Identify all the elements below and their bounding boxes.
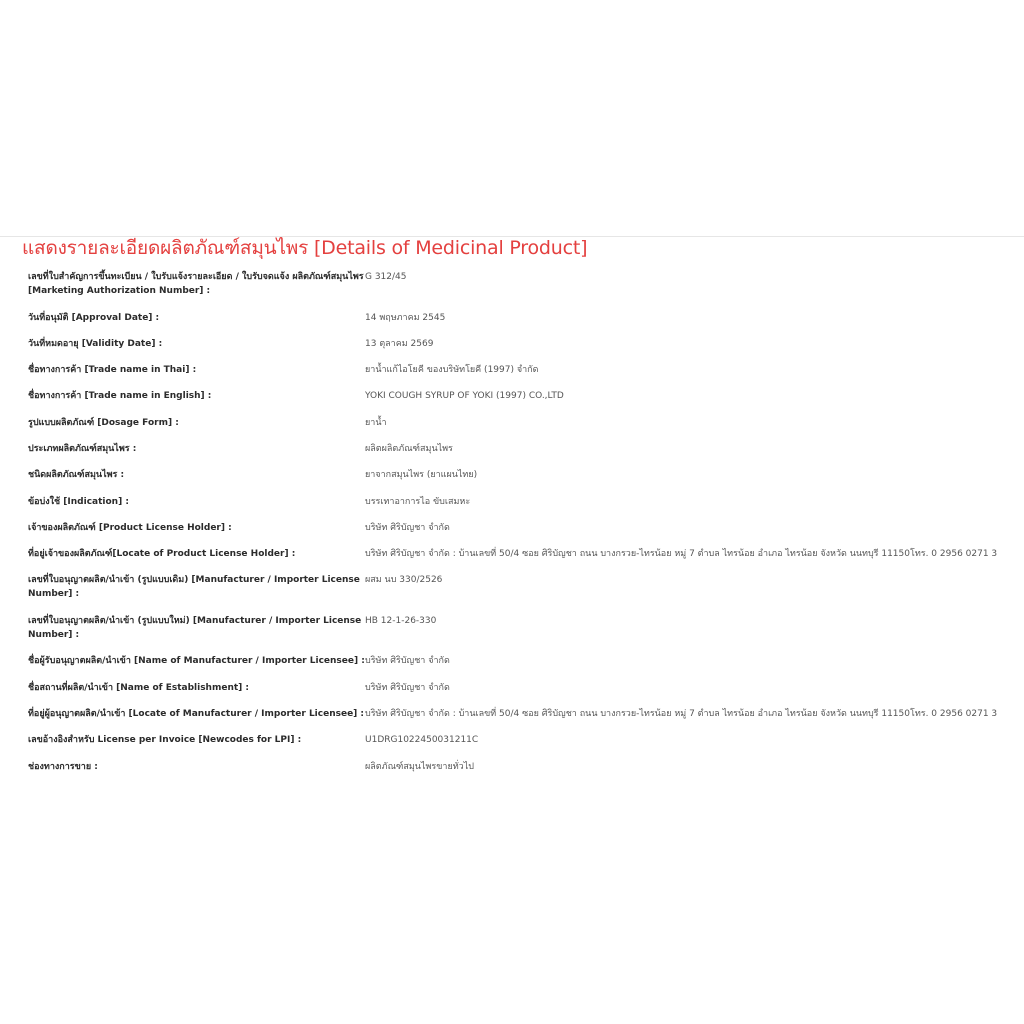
detail-row-sales-channel (22, 755, 1024, 781)
detail-label: วันที่หมดอายุ [Validity Date] : (28, 338, 163, 349)
detail-value: บริษัท ศิริบัญชา จำกัด : บ้านเลขที่ 50/4 ซอย ศิริบัญชา ถนน บางกรวย-ไทรน้อย หมู่ 7 ตำบล ไทรน้อย อำเภอ ไทรน้อย จังหวัด นนทบุรี 11150โทร. 0 2956 0271 3 (365, 709, 998, 720)
detail-label: เลขที่ใบอนุญาตผลิต/นำเข้า (รูปแบบเดิม) [Manufacturer / Importer License Number] : (28, 575, 360, 600)
detail-label: เลขอ้างอิงสำหรับ License per Invoice [Newcodes for LPI] : (28, 735, 302, 746)
detail-row-license-number-new (22, 609, 1024, 650)
detail-label: วันที่อนุมัติ [Approval Date] : (28, 312, 160, 323)
detail-value: ยาน้ำ (365, 417, 387, 428)
detail-value: บริษัท ศิริบัญชา จำกัด (365, 682, 450, 693)
product-details-panel (0, 236, 1024, 791)
detail-value: HB 12-1-26-330 (365, 615, 437, 626)
detail-row-product-license-holder (22, 516, 1024, 542)
detail-value: ผลิตภัณฑ์สมุนไพรขายทั่วไป (365, 761, 474, 772)
detail-value: ผลิตผลิตภัณฑ์สมุนไพร (365, 443, 453, 454)
detail-row-validity-date (22, 332, 1024, 358)
detail-label: ช่องทางการขาย : (28, 761, 98, 772)
detail-row-lpi-code (22, 728, 1024, 754)
detail-row-trade-name-english (22, 384, 1024, 410)
detail-row-license-holder-address (22, 542, 1024, 568)
detail-row-indication (22, 490, 1024, 516)
top-blank-area (0, 0, 1024, 236)
detail-label: ที่อยู่เจ้าของผลิตภัณฑ์[Locate of Product License Holder] : (28, 549, 296, 560)
detail-label: เจ้าของผลิตภัณฑ์ [Product License Holder] : (28, 522, 232, 533)
cut-off-row (22, 781, 1024, 789)
detail-value: U1DRG1022450031211C (365, 735, 479, 746)
detail-value: 13 ตุลาคม 2569 (365, 338, 434, 349)
detail-value: บริษัท ศิริบัญชา จำกัด : บ้านเลขที่ 50/4 ซอย ศิริบัญชา ถนน บางกรวย-ไทรน้อย หมู่ 7 ตำบล ไทรน้อย อำเภอ ไทรน้อย จังหวัด นนทบุรี 11150โทร. 0 2956 0271 3 (365, 549, 998, 560)
detail-row-licensee-name (22, 649, 1024, 675)
detail-label: ชนิดผลิตภัณฑ์สมุนไพร : (28, 470, 125, 481)
detail-label: เลขที่ใบสำคัญการขึ้นทะเบียน / ใบรับแจ้งรายละเอียด / ใบรับจดแจ้ง ผลิตภัณฑ์สมุนไพร [Marketing Authorization Number] : (28, 272, 364, 296)
detail-row-dosage-form (22, 411, 1024, 437)
detail-value: บริษัท ศิริบัญชา จำกัด (365, 656, 450, 667)
detail-row-establishment-name (22, 676, 1024, 702)
detail-value: 14 พฤษภาคม 2545 (365, 312, 446, 323)
detail-row-trade-name-thai (22, 358, 1024, 384)
detail-row-product-category (22, 437, 1024, 463)
detail-row-product-type (22, 463, 1024, 489)
detail-value: ยาจากสมุนไพร (ยาแผนไทย) (365, 470, 478, 481)
page-title: แสดงรายละเอียดผลิตภัณฑ์สมุนไพร [Details of Medicinal Product] (22, 237, 588, 259)
detail-value: ยาน้ำแก้ไอโยคี ของบริษัทโยคี (1997) จำกัด (365, 365, 539, 376)
detail-label: ที่อยู่ผู้อนุญาตผลิต/นำเข้า [Locate of Manufacturer / Importer Licensee] : (28, 709, 365, 720)
detail-label: ประเภทผลิตภัณฑ์สมุนไพร : (28, 443, 137, 454)
detail-label: ชื่อสถานที่ผลิต/นำเข้า [Name of Establishment] : (28, 682, 249, 693)
detail-row-marketing-authorization-number (22, 265, 1024, 306)
detail-value: บรรเทาอาการไอ ขับเสมหะ (365, 496, 471, 507)
detail-row-licensee-address (22, 702, 1024, 728)
detail-value: บริษัท ศิริบัญชา จำกัด (365, 522, 450, 533)
detail-label: รูปแบบผลิตภัณฑ์ [Dosage Form] : (28, 417, 179, 428)
detail-list (22, 265, 1024, 789)
detail-label: ข้อบ่งใช้ [Indication] : (28, 496, 129, 507)
detail-label: เลขที่ใบอนุญาตผลิต/นำเข้า (รูปแบบใหม่) [Manufacturer / Importer License Number] : (28, 615, 362, 640)
detail-value: G 312/45 (365, 272, 407, 282)
detail-label: ชื่อทางการค้า [Trade name in English] : (28, 391, 212, 402)
detail-label: ชื่อผู้รับอนุญาตผลิต/นำเข้า [Name of Manufacturer / Importer Licensee] : (28, 656, 365, 667)
detail-row-license-number-old (22, 568, 1024, 609)
detail-value: ผสม นบ 330/2526 (365, 575, 443, 586)
detail-value: YOKI COUGH SYRUP OF YOKI (1997) CO.,LTD (365, 391, 564, 402)
detail-label: ชื่อทางการค้า [Trade name in Thai] : (28, 365, 197, 376)
detail-row-approval-date (22, 306, 1024, 332)
